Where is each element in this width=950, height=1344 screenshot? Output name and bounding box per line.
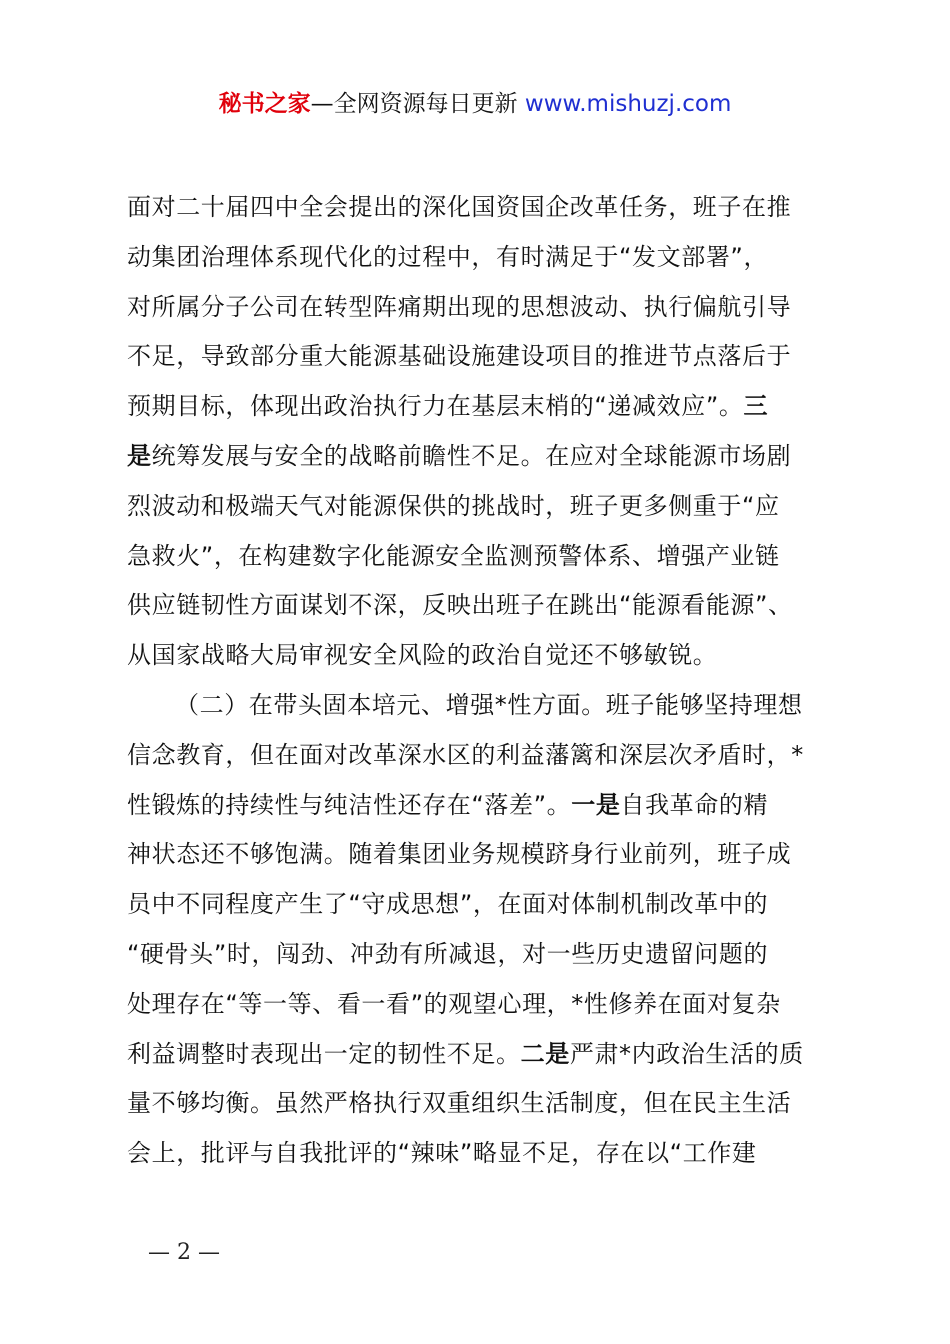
bold-marker: 是 bbox=[127, 441, 152, 470]
bold-marker: 一是 bbox=[571, 790, 621, 819]
text-line: 处理存在“等一等、看一看”的观望心理，*性修养在面对复杂 bbox=[127, 989, 781, 1018]
brand-name: 秘书之家 bbox=[218, 91, 311, 117]
bold-marker: 三 bbox=[743, 392, 769, 421]
section-heading-line: （二）在带头固本培元、增强*性方面。班子能够坚持理想 bbox=[175, 690, 803, 719]
site-header bbox=[0, 86, 950, 122]
text-line: 是统筹发展与安全的战略前瞻性不足。在应对全球能源市场剧 bbox=[127, 441, 792, 470]
text-line: 性锻炼的持续性与纯洁性还存在“落差”。一是自我革命的精 bbox=[127, 790, 769, 819]
text-line: 烈波动和极端天气对能源保供的挑战时，班子更多侧重于“应 bbox=[127, 491, 780, 520]
text-line: 会上，批评与自我批评的“辣味”略显不足，存在以“工作建 bbox=[127, 1139, 757, 1168]
text-line: 动集团治理体系现代化的过程中，有时满足于“发文部署”， bbox=[127, 242, 769, 271]
bold-marker: 二是 bbox=[520, 1039, 570, 1068]
text-line: 对所属分子公司在转型阵痛期出现的思想波动、执行偏航引导 bbox=[127, 292, 792, 321]
text-line: “硬骨头”时，闯劲、冲劲有所减退，对一些历史遗留问题的 bbox=[127, 939, 769, 968]
text-line: 面对二十届四中全会提出的深化国资国企改革任务，班子在推 bbox=[127, 193, 792, 221]
text-line: 预期目标，体现出政治执行力在基层末梢的“递减效应”。三 bbox=[127, 392, 769, 421]
page-number: — 2 — bbox=[148, 1240, 220, 1265]
text-line: 供应链韧性方面谋划不深，反映出班子在跳出“能源看能源”、 bbox=[127, 591, 793, 620]
text-line: 从国家战略大局审视安全风险的政治自觉还不够敏锐。 bbox=[127, 641, 718, 670]
text-line: 量不够均衡。虽然严格执行双重组织生活制度，但在民主生活 bbox=[127, 1089, 792, 1118]
header-tagline: —全网资源每日更新 bbox=[310, 91, 525, 117]
site-url-link[interactable]: www.mishuzj.com bbox=[524, 91, 732, 117]
text-line: 信念教育，但在面对改革深水区的利益藩篱和深层次矛盾时，* bbox=[127, 740, 804, 769]
text-line: 利益调整时表现出一定的韧性不足。二是严肃*内政治生活的质 bbox=[127, 1039, 804, 1068]
text-line: 员中不同程度产生了“守成思想”，在面对体制机制改革中的 bbox=[127, 890, 769, 919]
text-line: 神状态还不够饱满。随着集团业务规模跻身行业前列，班子成 bbox=[127, 840, 792, 869]
text-line: 不足，导致部分重大能源基础设施建设项目的推进节点落后于 bbox=[127, 342, 792, 371]
text-line: 急救火”，在构建数字化能源安全监测预警体系、增强产业链 bbox=[127, 541, 780, 570]
document-body bbox=[127, 183, 837, 1179]
